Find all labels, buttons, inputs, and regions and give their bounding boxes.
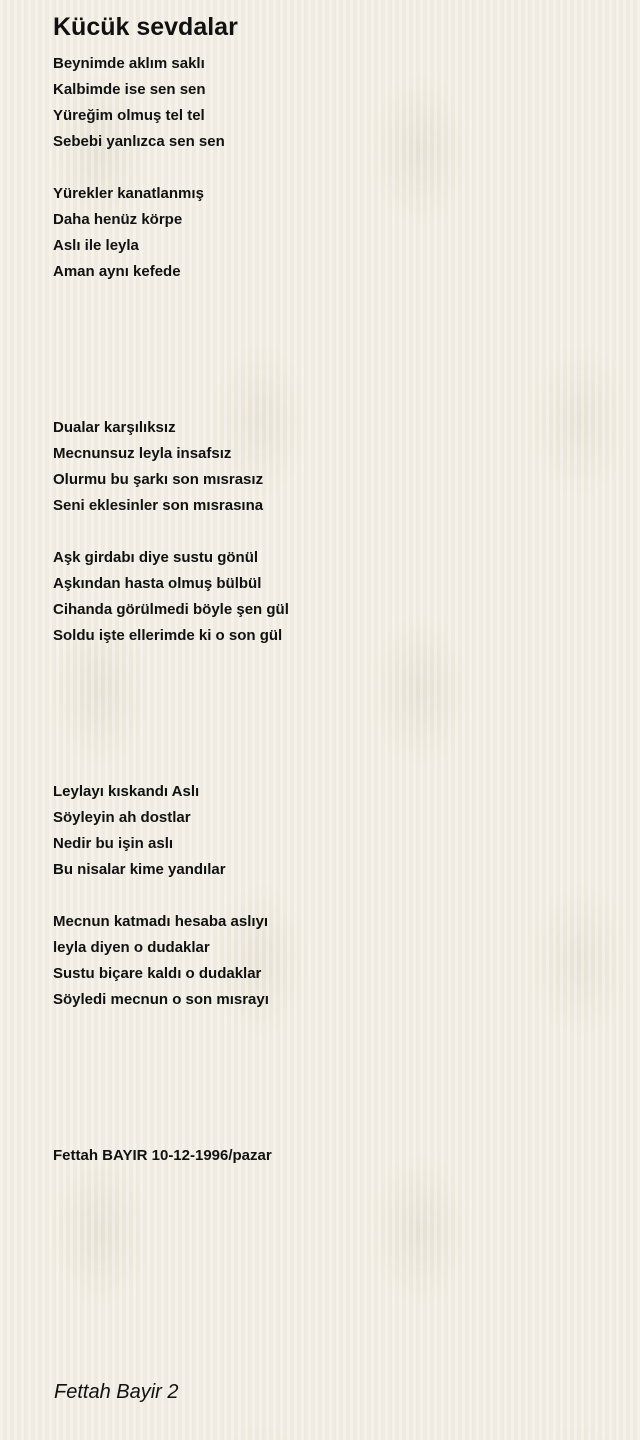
poem-line: Seni eklesinler son mısrasına <box>53 497 264 514</box>
stanza <box>53 909 289 1013</box>
poem-line: Bu nisalar kime yandılar <box>53 861 226 878</box>
poem-line: Aman aynı kefede <box>53 263 181 280</box>
poem-line: Nedir bu işin aslı <box>53 835 174 852</box>
author-name: Fettah Bayir 2 <box>54 1381 179 1403</box>
stanza <box>53 181 289 285</box>
stanza <box>53 545 289 649</box>
poem-line: Cihanda görülmedi böyle şen gül <box>53 601 289 618</box>
stanza <box>53 779 289 883</box>
poem-line: Sustu biçare kaldı o dudaklar <box>53 965 262 982</box>
poem-line: Kalbimde ise sen sen <box>53 81 206 98</box>
poem-line: Aslı ile leyla <box>53 237 139 254</box>
poem-line: Beynimde aklım saklı <box>53 55 205 72</box>
poem-line: Mecnunsuz leyla insafsız <box>53 445 232 462</box>
stanza <box>53 415 289 519</box>
poem-line: Yüreğim olmuş tel tel <box>53 107 205 124</box>
poem-title: Kücük sevdalar <box>53 13 238 41</box>
poem-line: Söyledi mecnun o son mısrayı <box>53 991 269 1008</box>
poem-line: Soldu işte ellerimde ki o son gül <box>53 627 283 644</box>
poem-line: Daha henüz körpe <box>53 211 183 228</box>
poem-line: leyla diyen o dudaklar <box>53 939 210 956</box>
stanza <box>53 51 289 155</box>
poem-line: Sebebi yanlızca sen sen <box>53 133 225 150</box>
poem-signature: Fettah BAYIR 10-12-1996/pazar <box>53 1147 272 1164</box>
poem-body <box>53 51 289 1169</box>
poem-line: Olurmu bu şarkı son mısrasız <box>53 471 264 488</box>
poem-line: Yürekler kanatlanmış <box>53 185 204 202</box>
poem-line: Aşkından hasta olmuş bülbül <box>53 575 262 592</box>
poem-line: Mecnun katmadı hesaba aslıyı <box>53 913 269 930</box>
poem-line: Aşk girdabı diye sustu gönül <box>53 549 259 566</box>
poem-line: Dualar karşılıksız <box>53 419 176 436</box>
poem-line: Leylayı kıskandı Aslı <box>53 783 200 800</box>
poem-line: Söyleyin ah dostlar <box>53 809 191 826</box>
